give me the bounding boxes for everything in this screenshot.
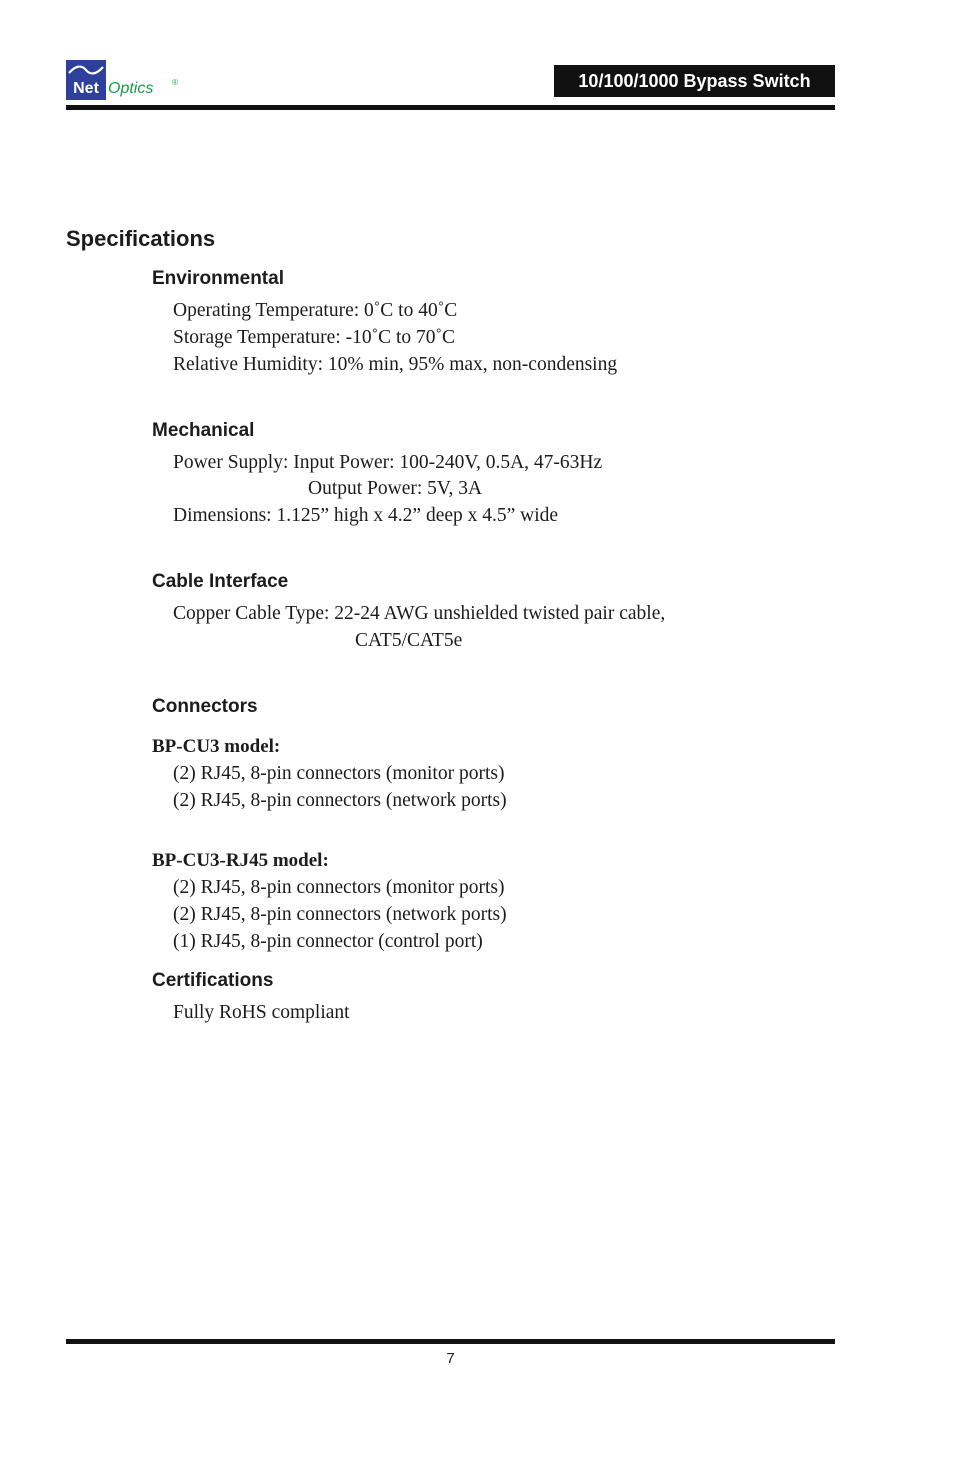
connectors-heading: Connectors: [152, 696, 258, 717]
dimensions: Dimensions: 1.125” high x 4.2” deep x 4.5” wide: [173, 505, 559, 526]
relative-humidity: Relative Humidity: 10% min, 95% max, non-condensing: [173, 354, 618, 375]
page-title: Specifications: [66, 226, 216, 251]
cable-interface-heading: Cable Interface: [152, 571, 289, 592]
storage-temperature: Storage Temperature: -10˚C to 70˚C: [173, 327, 456, 348]
copper-cable-type: Copper Cable Type: 22-24 AWG unshielded twisted pair cable,: [173, 603, 666, 624]
connector-item: (1) RJ45, 8-pin connector (control port): [173, 931, 483, 952]
environmental-heading: Environmental: [152, 268, 284, 289]
operating-temperature: Operating Temperature: 0˚C to 40˚C: [173, 300, 458, 321]
logo-optics-text: Optics: [108, 80, 154, 97]
header-rule: [66, 105, 835, 110]
certifications-heading: Certifications: [152, 970, 274, 991]
registered-mark: ®: [172, 78, 178, 87]
wave-icon: [66, 62, 106, 78]
footer-rule: [66, 1339, 835, 1344]
net-optics-logo: [66, 60, 206, 102]
mechanical-heading: Mechanical: [152, 420, 255, 441]
power-supply: Power Supply: Input Power: 100-240V, 0.5A, 47-63Hz: [173, 452, 603, 473]
rohs-compliance: Fully RoHS compliant: [173, 1002, 350, 1023]
model-bp-cu3-rj45-heading: BP-CU3-RJ45 model:: [152, 850, 329, 871]
output-power: Output Power: 5V, 3A: [308, 478, 483, 499]
model-bp-cu3-heading: BP-CU3 model:: [152, 736, 281, 757]
connector-item: (2) RJ45, 8-pin connectors (monitor ports): [173, 763, 505, 784]
connector-item: (2) RJ45, 8-pin connectors (network ports): [173, 790, 507, 811]
copper-cable-category: CAT5/CAT5e: [355, 630, 463, 651]
connector-item: (2) RJ45, 8-pin connectors (monitor ports): [173, 877, 505, 898]
product-title-box: 10/100/1000 Bypass Switch: [554, 65, 835, 97]
logo-net-text: Net: [73, 80, 99, 97]
connector-item: (2) RJ45, 8-pin connectors (network ports): [173, 904, 507, 925]
page-number: 7: [446, 1350, 455, 1367]
